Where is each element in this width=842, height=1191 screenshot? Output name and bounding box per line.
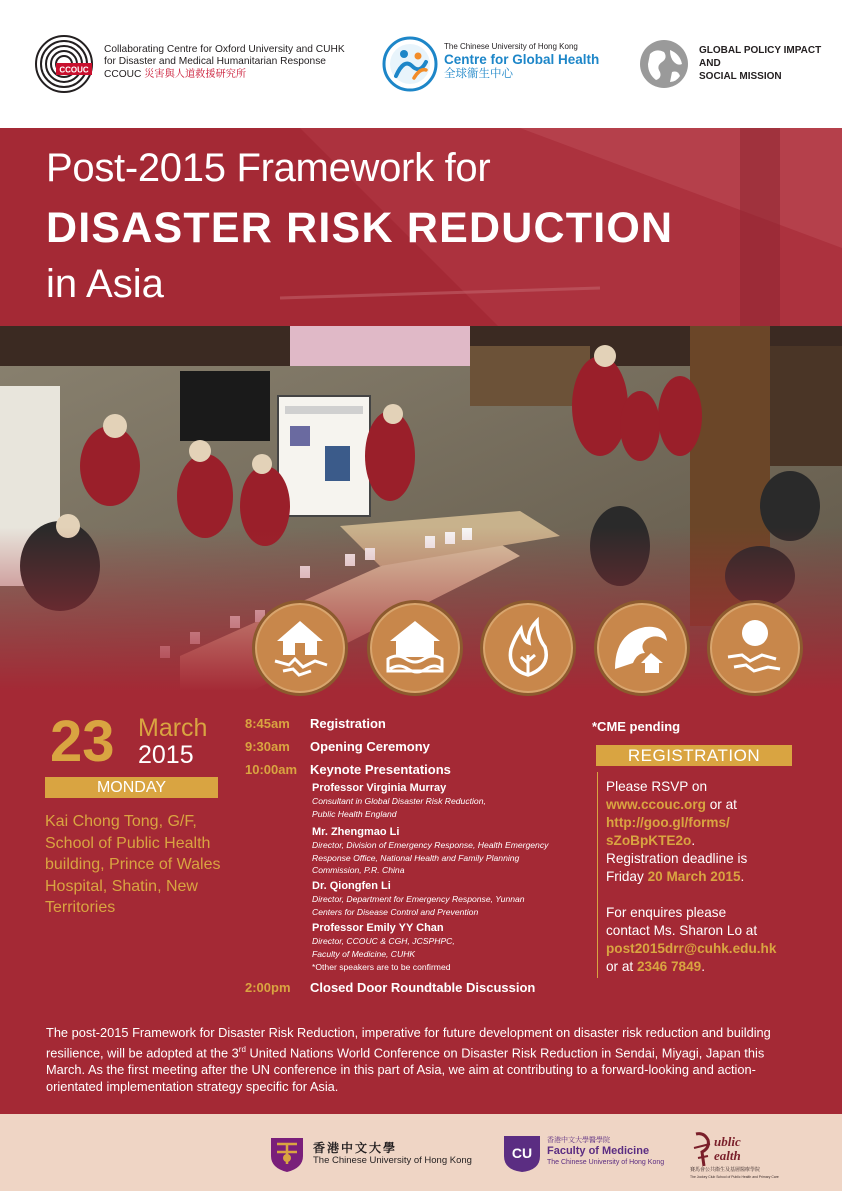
- speaker-name: Dr. Qiongfen Li: [312, 880, 391, 892]
- deadline-text: Registration deadline is: [606, 851, 748, 866]
- public-health-logo-icon: [690, 1130, 790, 1180]
- globe-icon: [636, 36, 692, 92]
- drought-icon: [707, 600, 803, 696]
- speaker-role: Director, Division of Emergency Response, Health Emergency: [312, 840, 549, 850]
- programme-event: Keynote Presentations: [310, 762, 451, 777]
- intro-paragraph: [46, 1024, 806, 1095]
- contact-email-link[interactable]: post2015drr@cuhk.edu.hk: [606, 941, 777, 956]
- rsvp-text: Please RSVP on: [606, 779, 708, 794]
- programme-time: 10:00am: [245, 762, 298, 777]
- enquiry-text-2: contact Ms. Sharon Lo at: [606, 923, 758, 938]
- ccouc-website-link[interactable]: www.ccouc.org: [606, 797, 706, 812]
- title-line-3: in Asia: [46, 262, 164, 306]
- ccouc-line2: for Disaster and Medical Humanitarian Response: [104, 56, 326, 68]
- venue-address: Kai Chong Tong, G/F, School of Public Health building, Prince of Wales Hospital, Shatin, New Territories: [45, 813, 221, 916]
- speaker-entry: [312, 782, 592, 820]
- speaker-role: Response Office, National Health and Family Planning: [312, 852, 520, 863]
- programme-time: 8:45am: [245, 716, 290, 731]
- title-line-1: Post-2015 Framework for: [46, 146, 491, 190]
- registration-heading: REGISTRATION: [596, 745, 792, 766]
- flood-glyph: [380, 613, 450, 683]
- ccouc-line3-cn: 災害與人道救援研究所: [144, 68, 247, 80]
- speaker-role: Faculty of Medicine, CUHK: [312, 948, 416, 959]
- programme-event: Registration: [310, 716, 386, 731]
- cuhk-en-name: The Chinese University of Hong Kong: [313, 1155, 472, 1166]
- enquiry-text-1: For enquires please: [606, 905, 727, 920]
- cuhk-cn-name: 香港中文大學: [313, 1141, 398, 1155]
- svg-text:ealth: ealth: [714, 1148, 741, 1163]
- drought-glyph: [720, 613, 790, 683]
- other-speakers-note: *Other speakers are to be confirmed: [312, 962, 451, 972]
- cgh-globe-icon: [382, 36, 438, 92]
- ccouc-line1: Collaborating Centre for Oxford University and CUHK: [104, 44, 345, 55]
- deadline-day: Friday: [606, 869, 644, 884]
- speaker-role: Director, Department for Emergency Response, Yunnan: [312, 894, 525, 904]
- period-text: .: [691, 833, 696, 848]
- google-form-link-2[interactable]: sZoBpKTE2o: [606, 833, 692, 848]
- cgh-name-block: [444, 42, 599, 81]
- global-policy-block: [699, 44, 821, 83]
- programme-event: Opening Ceremony: [310, 739, 430, 754]
- global-line2: AND: [699, 58, 721, 69]
- earthquake-glyph: [265, 613, 335, 683]
- speaker-role: Consultant in Global Disaster Risk Reduction,: [312, 796, 486, 806]
- global-line1: GLOBAL POLICY IMPACT: [699, 45, 822, 56]
- global-line3: SOCIAL MISSION: [699, 71, 782, 82]
- intro-superscript: rd: [238, 1045, 246, 1054]
- or-at-text: or at: [606, 959, 634, 974]
- flood-icon: [367, 600, 463, 696]
- speaker-entry: [312, 826, 592, 877]
- contact-phone[interactable]: 2346 7849: [636, 959, 702, 974]
- intro-part-2: United Nations World Conference on Disaster Risk Reduction in Sendai, Miyagi, Japan this March. As the first meeting after the UN conference in this part of Asia, we aim at contributing to a forward-looking and action-orientated implementation strategy specific for Asia.: [46, 1045, 765, 1095]
- tsunami-icon: [594, 600, 690, 696]
- ccouc-logo-icon: [34, 34, 94, 94]
- speaker-role: Commission, P.R. China: [312, 865, 405, 875]
- google-form-link-1[interactable]: http://goo.gl/forms/: [606, 815, 730, 830]
- ccouc-logo-text: CCOUC: [59, 65, 89, 75]
- header-bar: [0, 0, 842, 128]
- speaker-role: Director, CCOUC & CGH, JCSPHPC,: [312, 936, 455, 946]
- faculty-en-name: The Chinese University of Hong Kong: [547, 1159, 665, 1166]
- tsunami-glyph: [607, 613, 677, 683]
- speaker-entry: [312, 880, 592, 918]
- ph-cn-text: 賽馬會公共衞生及基層醫療學院: [690, 1167, 761, 1173]
- registration-details: [606, 778, 816, 976]
- speaker-name: Mr. Zhengmao Li: [312, 826, 400, 838]
- title-line-2: DISASTER RISK REDUCTION: [46, 204, 674, 252]
- svg-text:ublic: ublic: [714, 1134, 741, 1149]
- earthquake-icon: [252, 600, 348, 696]
- event-month: March: [138, 714, 208, 742]
- deadline-date: 20 March 2015: [647, 869, 741, 884]
- speaker-role: Public Health England: [312, 808, 397, 819]
- programme-event: Closed Door Roundtable Discussion: [310, 980, 536, 995]
- event-year: 2015: [138, 741, 194, 769]
- cgh-cn-name: 全球衞生中心: [444, 68, 513, 80]
- speaker-name: Professor Emily YY Chan: [312, 922, 444, 934]
- ccouc-line3-en: CCOUC: [104, 68, 142, 80]
- event-day: 23: [50, 709, 115, 774]
- speaker-name: Professor Virginia Murray: [312, 782, 447, 794]
- speaker-role: Centers for Disease Control and Prevention: [312, 906, 479, 917]
- cme-note: *CME pending: [592, 719, 681, 734]
- cu-logo-text: CU: [511, 1145, 533, 1161]
- period-text: .: [701, 959, 706, 974]
- cuhk-name-block: [313, 1141, 472, 1166]
- cu-medicine-logo-icon: [500, 1132, 544, 1174]
- ccouc-name-block: [104, 44, 345, 81]
- faculty-medicine-block: [547, 1136, 664, 1167]
- or-at-text: or at: [709, 797, 737, 812]
- fire-glyph: [493, 613, 563, 683]
- programme-time: 2:00pm: [245, 980, 291, 995]
- cgh-name: Centre for Global Health: [444, 52, 600, 67]
- event-weekday: MONDAY: [45, 777, 218, 798]
- ph-en-text: The Jockey Club School of Public Health and Primary Care: [690, 1175, 779, 1179]
- faculty-cn-name: 香港中文大學醫學院: [547, 1137, 610, 1144]
- faculty-name: Faculty of Medicine: [547, 1145, 650, 1157]
- programme-time: 9:30am: [245, 739, 290, 754]
- period-text: .: [740, 869, 745, 884]
- fire-icon: [480, 600, 576, 696]
- cuhk-crest-icon: [265, 1134, 309, 1174]
- cgh-university: The Chinese University of Hong Kong: [444, 42, 578, 51]
- speaker-entry: [312, 922, 592, 960]
- intro-part-1: The post-2015 Framework for Disaster Risk Reduction, imperative for future development on disaster risk reduction and building resilience, will be adopted at the 3: [46, 1025, 771, 1061]
